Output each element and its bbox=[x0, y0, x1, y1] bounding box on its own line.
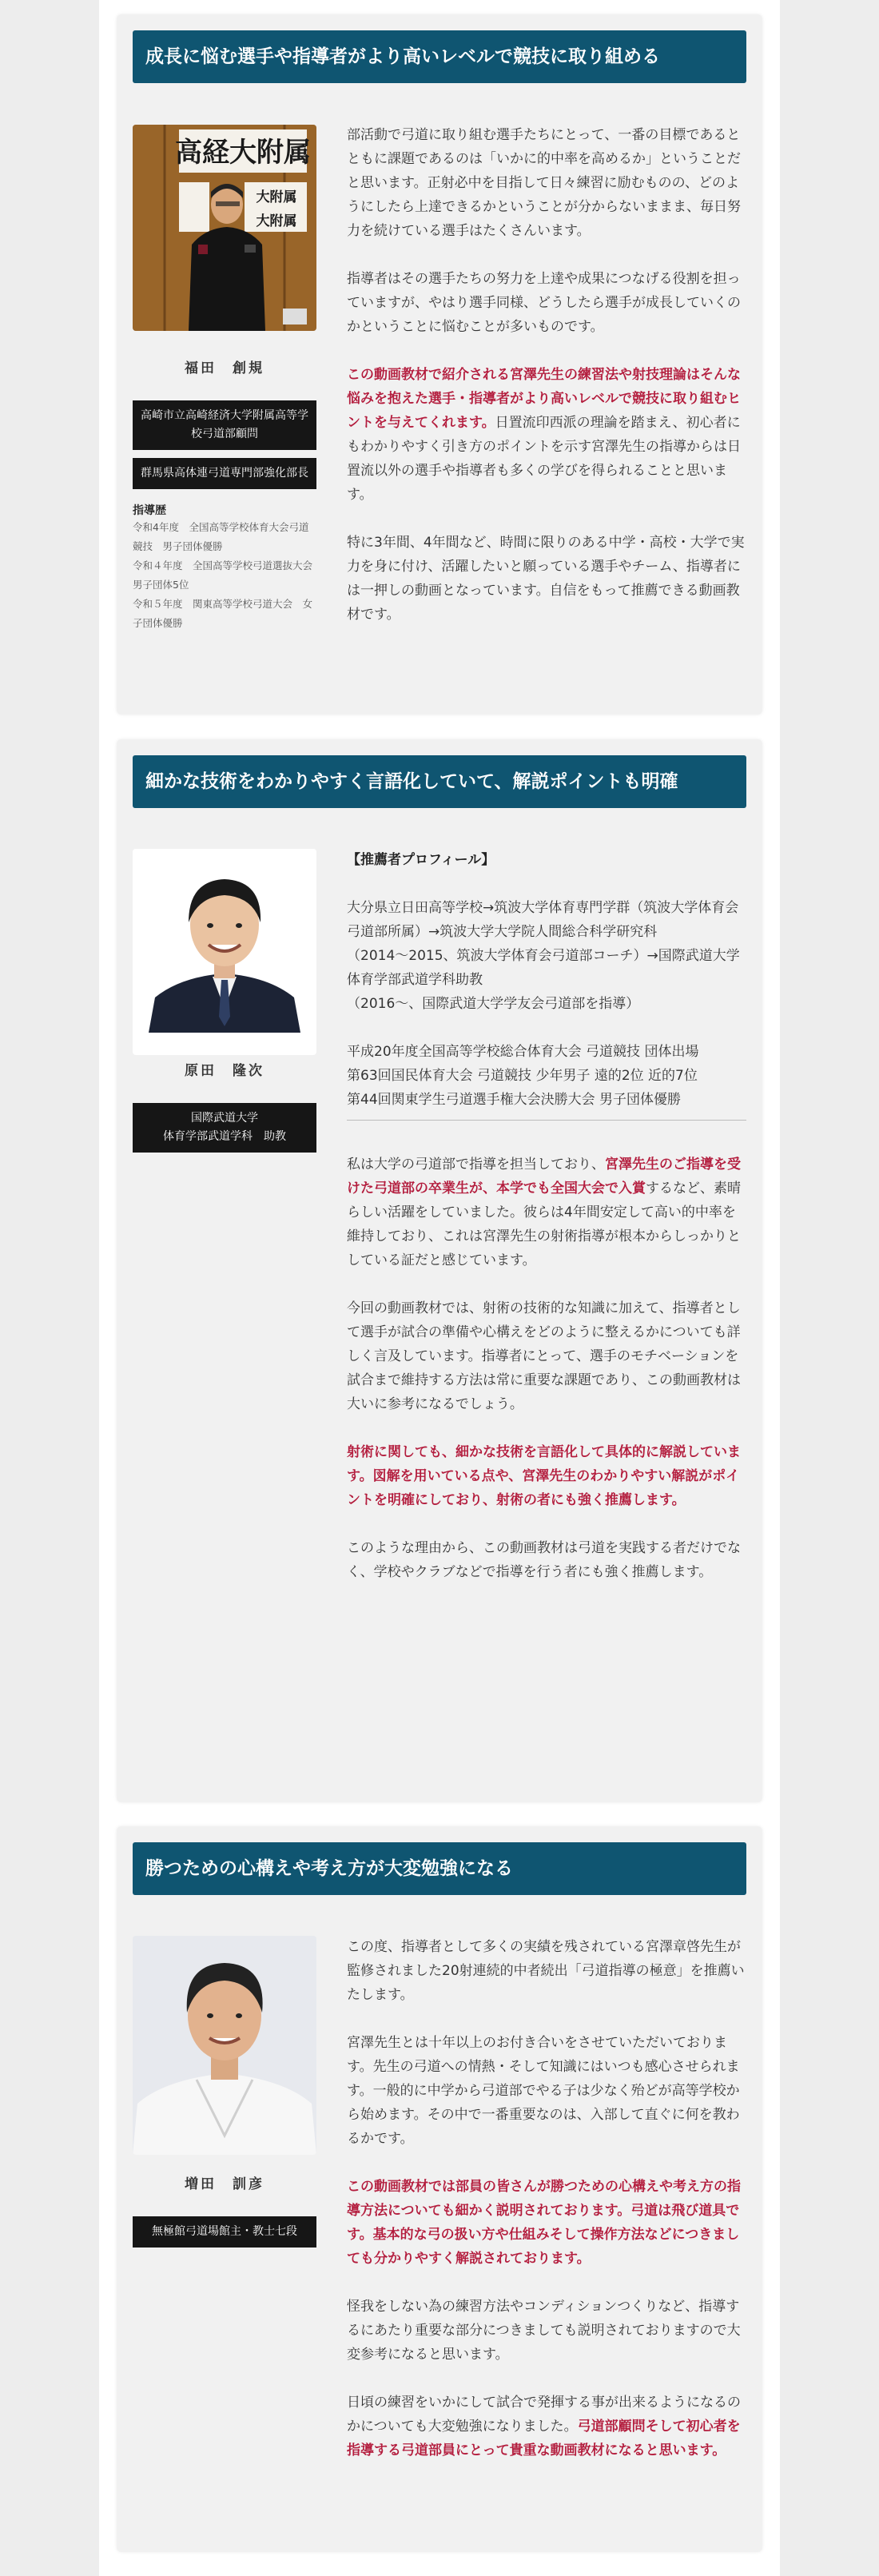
body-text: このような理由から、この動画教材は弓道を実践する者だけでなく、学校やクラブなどで指導を行う者にも強く推薦します。 bbox=[347, 1540, 741, 1580]
paragraph bbox=[347, 1296, 746, 1416]
body-text: 私は大学の弓道部で指導を担当しており、 bbox=[347, 1157, 605, 1173]
photo-sign-text-3: 大附属 bbox=[256, 213, 297, 229]
body-text: 部活動で弓道に取り組む選手たちにとって、一番の目標であるとともに課題であるのは「いかに的中率を高めるか」ということだと思います。正射必中を目指して日々練習に励むものの、どのようにしたら上達できるかということが分からないままま、毎日努力を続けている選手はたくさんいます。 bbox=[347, 127, 741, 239]
recommender-profile-3 bbox=[133, 1936, 316, 2248]
paragraph bbox=[347, 1440, 746, 1512]
paragraph bbox=[347, 123, 746, 243]
paragraph bbox=[347, 2295, 746, 2367]
recommender-photo-2 bbox=[133, 849, 316, 1055]
recommender-name-3: 増田 訓彦 bbox=[185, 2176, 264, 2192]
body-text: するなど、素晴らしい活躍をしていました。彼らは4年間安定して高い的中率を維持しており、これは宮澤先生の射術指導が根本からしっかりとしている証だと感じています。 bbox=[347, 1181, 741, 1268]
recommendation-card-2 bbox=[117, 739, 762, 1802]
profile-line: 大分県立日田高等学校→筑波大学体育専門学群（筑波大学体育会弓道部所属）→筑波大学大学院人間総合科学研究科 bbox=[347, 900, 739, 940]
body-text: 指導者はその選手たちの努力を上達や成果につなげる役割を担っていますが、やはり選手同様、どうしたら選手が成長していくのかということに悩むことが多いものです。 bbox=[347, 271, 741, 335]
highlighted-text: この動画教材では部員の皆さんが勝つための心構えや考え方の指導方法についても細かく説明されております。弓道は飛び道具です。基本的な弓の扱い方や仕組みそして操作方法などにつきましても分かりやすく解説されております。 bbox=[347, 2179, 741, 2267]
body-text: 怪我をしない為の練習方法やコンディションつくりなど、指導するにあたり重要な部分につきましても説明されておりますので大変参考になると思います。 bbox=[347, 2299, 741, 2363]
affiliation-label-1b: 群馬県高体連弓道専門部強化部長 bbox=[133, 458, 316, 489]
career-item: 令和4年度 全国高等学校体育大会弓道競技 男子団体優勝 bbox=[133, 521, 309, 552]
career-title: 指導歴 bbox=[133, 504, 166, 517]
award-line: 平成20年度全国高等学校総合体育大会 弓道競技 団体出場 bbox=[347, 1044, 699, 1060]
photo-sign-text-1: 高経大附属 bbox=[175, 137, 311, 169]
section-heading-1: 成長に悩む選手や指導者がより高いレベルで競技に取り組める bbox=[133, 30, 746, 83]
affiliation-label-3: 無極館弓道場館主・教士七段 bbox=[133, 2216, 316, 2248]
recommendation-card-1 bbox=[117, 14, 762, 715]
section-heading-2: 細かな技術をわかりやすく言語化していて、解説ポイントも明確 bbox=[133, 755, 746, 808]
divider bbox=[347, 1120, 746, 1121]
recommender-profile-1 bbox=[133, 125, 323, 633]
affiliation-label-2: 国際武道大学 体育学部武道学科 助教 bbox=[133, 1103, 316, 1153]
award-line: 第63回国民体育大会 弓道競技 少年男子 遠的2位 近的7位 bbox=[347, 1068, 698, 1084]
paragraph bbox=[347, 2031, 746, 2151]
recommendation-text-2 bbox=[347, 848, 746, 1608]
paragraph bbox=[347, 1153, 746, 1272]
career-item: 令和４年度 全国高等学校弓道選抜大会 男子団体5位 bbox=[133, 559, 323, 591]
award-line: 第44回関東学生弓道選手権大会決勝大会 男子団体優勝 bbox=[347, 1092, 682, 1108]
recommendation-card-3 bbox=[117, 1826, 762, 2552]
body-text: 宮澤先生とは十年以上のお付き合いをさせていただいております。先生の弓道への情熱・そして知識にはいつも感心させられます。一般的に中学から弓道部でやる子は少なく殆どが高等学校から始めます。その中で一番重要なのは、入部して直ぐに何を教わるかです。 bbox=[347, 2035, 740, 2147]
section-heading-3: 勝つための心構えや考え方が大変勉強になる bbox=[133, 1842, 746, 1895]
paragraph bbox=[347, 1536, 746, 1584]
recommendation-text-1 bbox=[347, 123, 746, 651]
body-text: 特に3年間、4年間など、時間に限りのある中学・高校・大学で実力を身に付け、活躍したいと願っている選手やチーム、指導者には一押しの動画となっています。自信をもって推薦できる動画教材です。 bbox=[347, 535, 745, 623]
highlighted-text: 弓道部顧問そして初心者を指導する弓道部員にとって貴重な動画教材になると思います。 bbox=[347, 2419, 741, 2459]
recommender-photo-1 bbox=[133, 125, 316, 331]
profile-line: （2016〜、国際武道大学学友会弓道部を指導） bbox=[347, 996, 640, 1012]
affiliation-label-1a: 高崎市立高崎経済大学附属高等学校弓道部顧問 bbox=[133, 400, 316, 450]
profile-awards bbox=[347, 1040, 746, 1112]
recommender-profile-2 bbox=[133, 849, 316, 1153]
person-photo-icon bbox=[133, 125, 316, 331]
paragraph bbox=[347, 531, 746, 627]
body-text: この度、指導者として多くの実績を残されている宮澤章啓先生が監修されました20射連続的中者続出「弓道指導の極意」を推薦いたします。 bbox=[347, 1939, 745, 2003]
profile-line: （2014〜2015、筑波大学体育会弓道部コーチ）→国際武道大学体育学部武道学科助教 bbox=[347, 948, 740, 988]
body-text: 日置流印西派の理論を踏まえ、初心者にもわかりやすく引き方のポイントを示す宮澤先生の指導からは日置流以外の選手や指導者も多くの学びを得られることと思います。 bbox=[347, 415, 741, 503]
highlighted-text: この動画教材で紹介される宮澤先生の練習法や射技理論はそんな悩みを抱えた選手・指導者がより高いレベルで競技に取り組むヒントを与えてくれます。 bbox=[347, 367, 741, 431]
recommender-photo-3 bbox=[133, 1936, 316, 2155]
profile-history bbox=[347, 896, 746, 1016]
body-text: 日頃の練習をいかにして試合で発揮する事が出来るようになるのかについても大変勉強になりました。 bbox=[347, 2395, 741, 2435]
person-photo-icon bbox=[133, 849, 316, 1033]
recommender-name-1: 福田 創規 bbox=[185, 360, 264, 376]
paragraph bbox=[347, 1935, 746, 2007]
person-photo-icon bbox=[133, 1936, 316, 2155]
paragraph bbox=[347, 363, 746, 507]
highlighted-text: 射術に関しても、細かな技術を言語化して具体的に解説しています。図解を用いている点や、宮澤先生のわかりやすい解説がポイントを明確にしており、射術の者にも強く推薦します。 bbox=[347, 1444, 741, 1508]
recommender-name-2: 原田 隆次 bbox=[185, 1063, 264, 1079]
paragraph bbox=[347, 267, 746, 339]
profile-title: 【推薦者プロフィール】 bbox=[347, 852, 495, 868]
career-item: 令和５年度 関東高等学校弓道大会 女子団体優勝 bbox=[133, 598, 313, 629]
paragraph bbox=[347, 2391, 746, 2463]
body-text: 今回の動画教材では、射術の技術的な知識に加えて、指導者として選手が試合の準備や心構えをどのように整えるかについても詳しく言及しています。指導者にとって、選手のモチベーションを試合まで維持する方法は常に重要な課題であり、この動画教材は大いに参考になるでしょう。 bbox=[347, 1300, 741, 1412]
recommendation-text-3 bbox=[347, 1935, 746, 2486]
photo-sign-text-2: 大附属 bbox=[256, 189, 297, 205]
highlighted-text: 宮澤先生のご指導を受けた弓道部の卒業生が、本学でも全国大会で入賞 bbox=[347, 1157, 741, 1196]
paragraph bbox=[347, 2175, 746, 2271]
